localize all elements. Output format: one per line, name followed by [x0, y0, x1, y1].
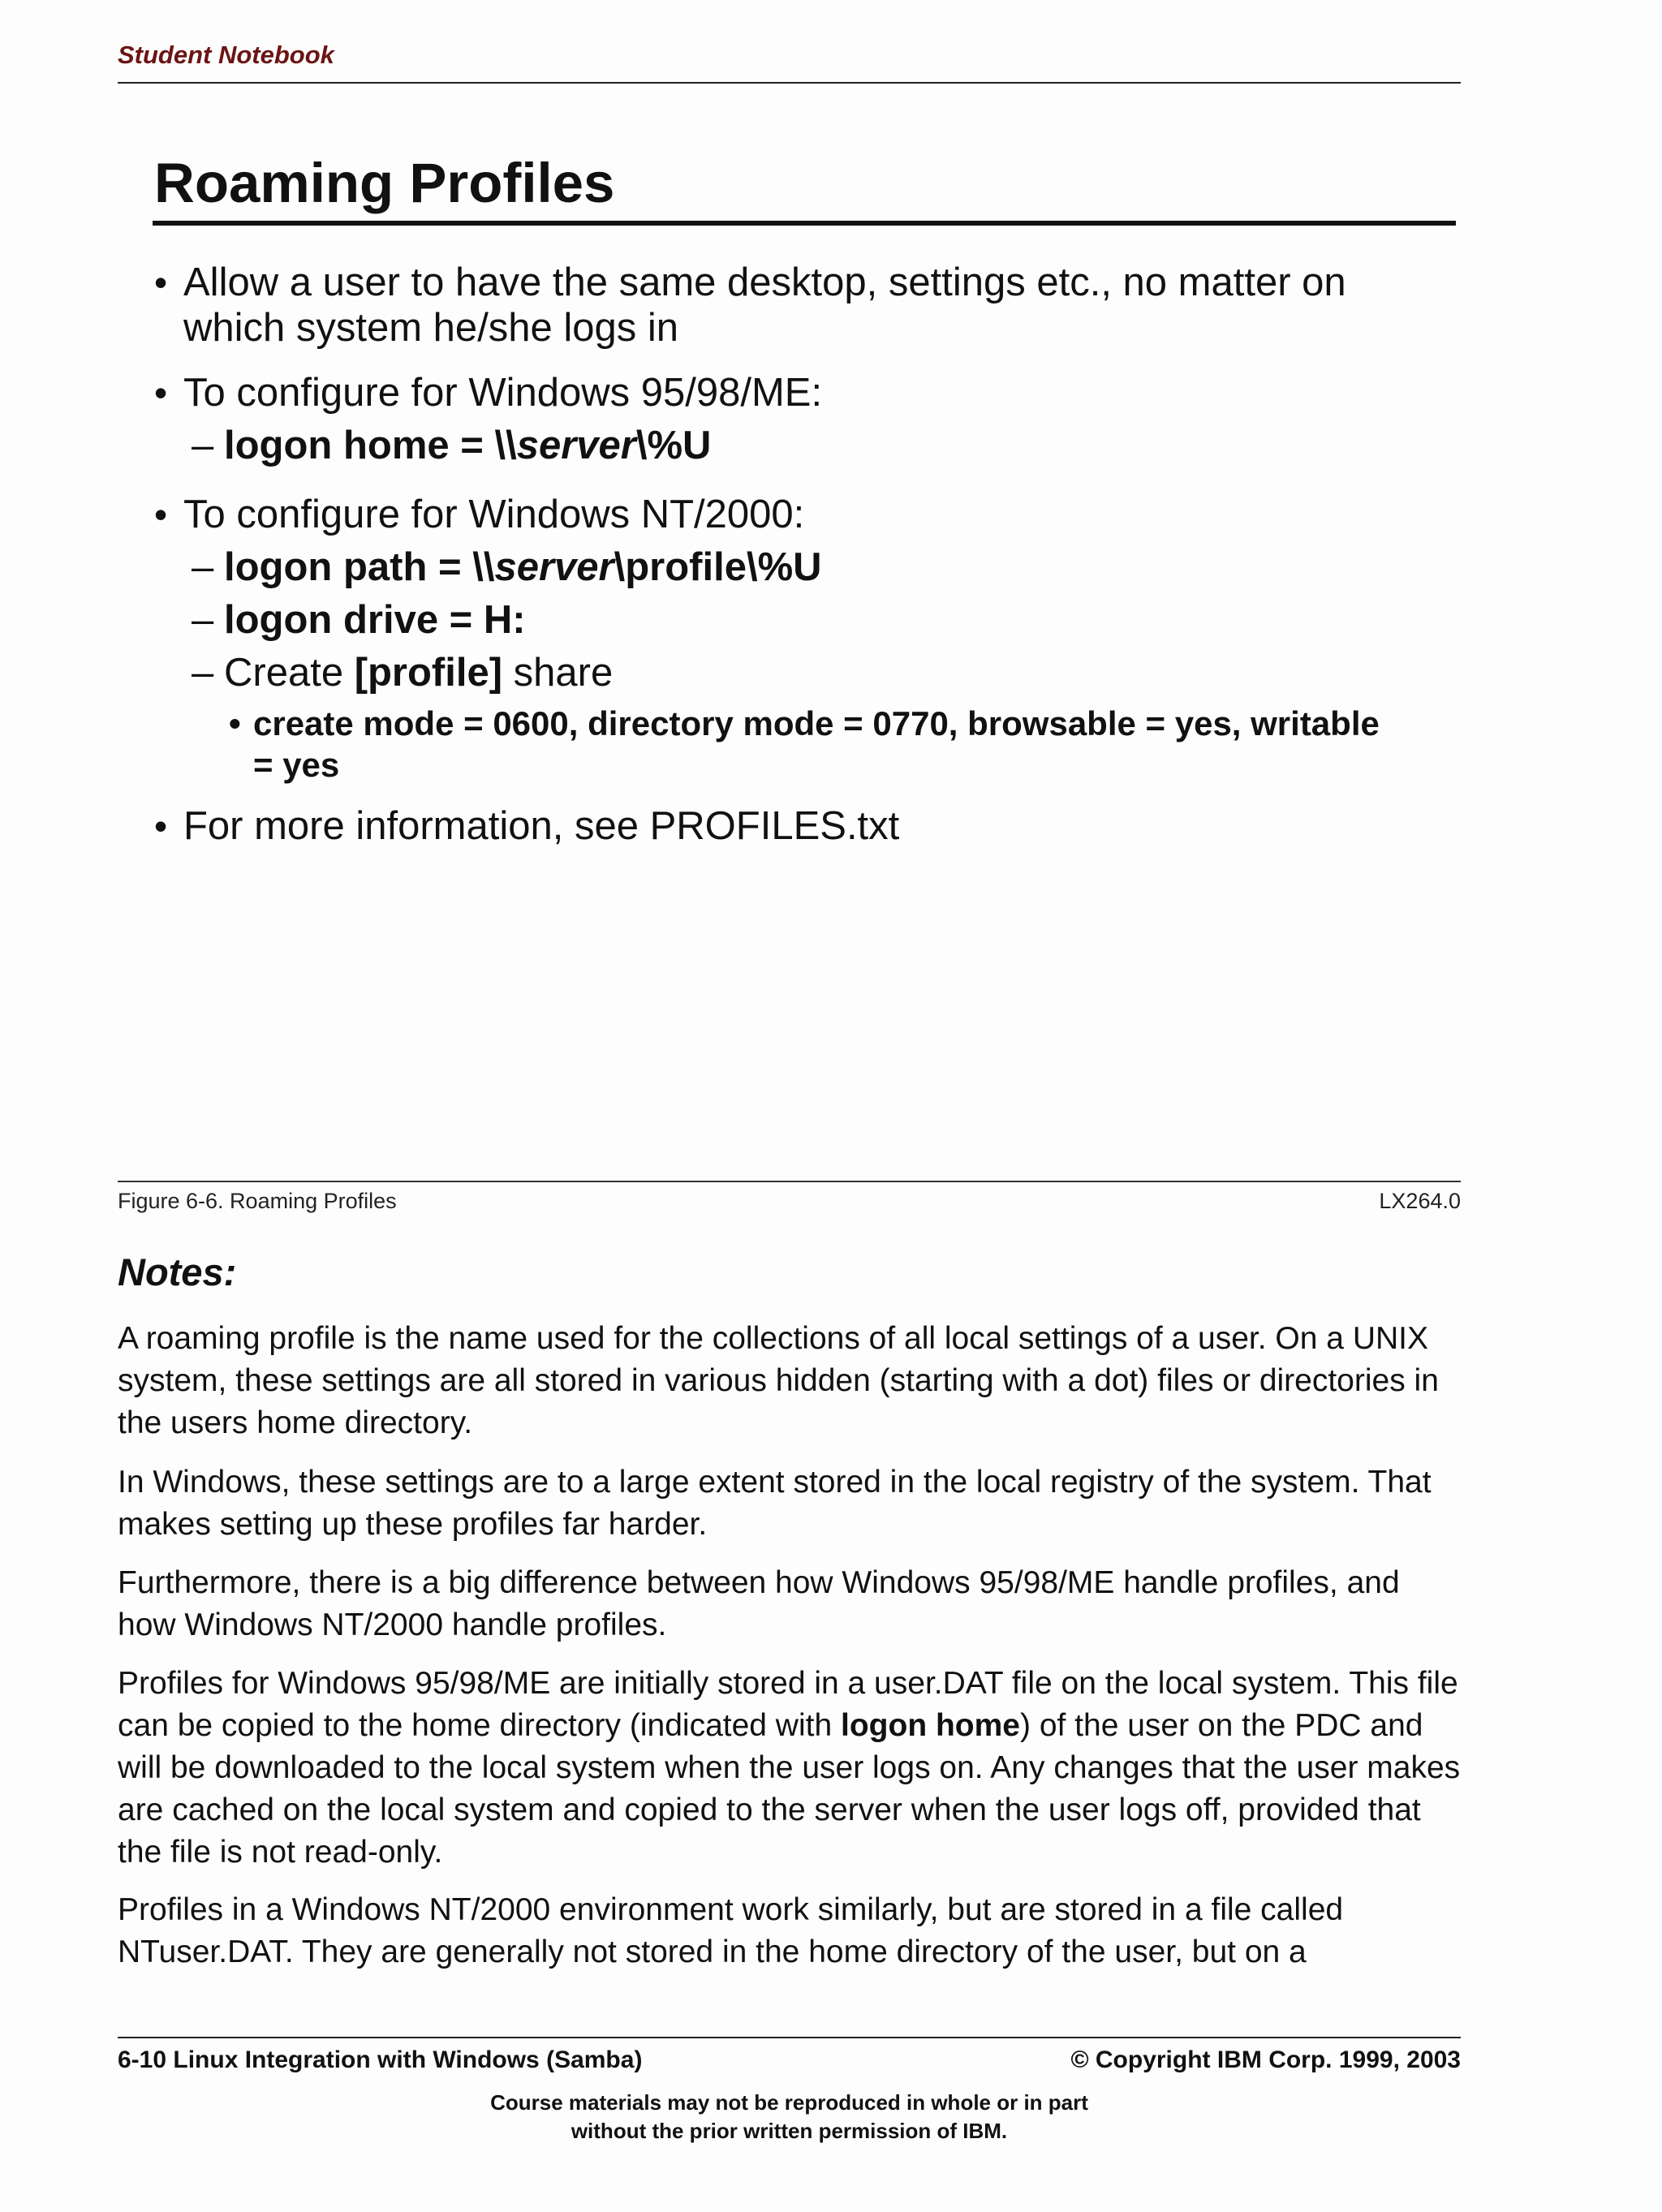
figure-code: LX264.0	[1379, 1189, 1461, 1213]
share-options-text: create mode = 0600, directory mode = 0770, browsable = yes, writable = yes	[253, 704, 1380, 784]
footer-page-info: 6-10 Linux Integration with Windows (Samba)	[118, 2046, 643, 2073]
sub-item-text: logon home = \\server\%U	[224, 424, 712, 467]
dash-icon: –	[192, 545, 214, 589]
share-options	[229, 703, 1381, 785]
footer-divider	[118, 2037, 1461, 2038]
bullet-text: To configure for Windows NT/2000:	[183, 493, 805, 536]
figure-caption: Figure 6-6. Roaming Profiles	[118, 1189, 397, 1213]
bullet-text: For more information, see PROFILES.txt	[183, 804, 900, 848]
notes-paragraph-4: Profiles for Windows 95/98/ME are initially stored in a user.DAT file on the local system. This file can be copied to the home directory (indicated with logon home) of the user on the PDC and will be downloaded to the local system when the user logs on. Any changes that the user makes are cached on the local system and copied to the server when the user logs off, provided that the file is not read-only.	[118, 1666, 1461, 1870]
bullet-text: Allow a user to have the same desktop, settings etc., no matter on which system he/she logs in	[183, 260, 1346, 350]
small-bullet-icon: •	[229, 704, 241, 742]
notes-paragraph-2: In Windows, these settings are to a large extent stored in the local registry of the system. That makes setting up these profiles far harder.	[118, 1465, 1432, 1542]
sub-item-text: Create [profile] share	[224, 651, 614, 695]
bullet-icon: •	[154, 805, 168, 847]
sub-item-logon-path	[192, 544, 1409, 590]
slide-title: Roaming Profiles	[154, 152, 615, 214]
header-divider	[118, 82, 1461, 84]
bullet-icon: •	[154, 261, 168, 303]
sub-item-text: logon path = \\server\profile\%U	[224, 545, 822, 589]
running-header: Student Notebook	[118, 41, 334, 69]
slide-bullet-4	[154, 803, 1420, 849]
slide-bullet-3	[154, 492, 1420, 537]
footer-notice-line-2: without the prior written permission of IBM.	[571, 2119, 1008, 2143]
sub-item-logon-home	[192, 423, 1409, 468]
dash-icon: –	[192, 598, 214, 642]
sub-item-text: logon drive = H:	[224, 598, 526, 642]
title-underline	[153, 221, 1456, 226]
sub-item-logon-drive	[192, 597, 1409, 643]
notes-paragraph-1: A roaming profile is the name used for the collections of all local settings of a user. On a UNIX system, these settings are all stored in various hidden (starting with a dot) files or directories in the users home directory.	[118, 1321, 1439, 1440]
bullet-icon: •	[154, 372, 168, 414]
notes-paragraph-5: Profiles in a Windows NT/2000 environment work similarly, but are stored in a file called NTuser.DAT. They are generally not stored in the home directory of the user, but on a	[118, 1892, 1344, 1969]
logon-home-term: logon home	[841, 1708, 1020, 1743]
footer-copyright: © Copyright IBM Corp. 1999, 2003	[1070, 2046, 1461, 2073]
sub-item-create-share	[192, 650, 1409, 695]
bullet-text: To configure for Windows 95/98/ME:	[183, 371, 823, 415]
figure-divider	[118, 1181, 1461, 1182]
slide-bullet-2	[154, 370, 1420, 415]
notes-paragraph-3: Furthermore, there is a big difference between how Windows 95/98/ME handle profiles, and how Windows NT/2000 handle profiles.	[118, 1565, 1400, 1642]
footer-notice	[118, 2089, 1461, 2145]
dash-icon: –	[192, 651, 214, 695]
bullet-icon: •	[154, 493, 168, 536]
notes-heading: Notes:	[118, 1250, 237, 1293]
dash-icon: –	[192, 424, 214, 467]
footer-notice-line-1: Course materials may not be reproduced in whole or in part	[490, 2090, 1088, 2115]
slide-bullet-1	[154, 260, 1420, 351]
